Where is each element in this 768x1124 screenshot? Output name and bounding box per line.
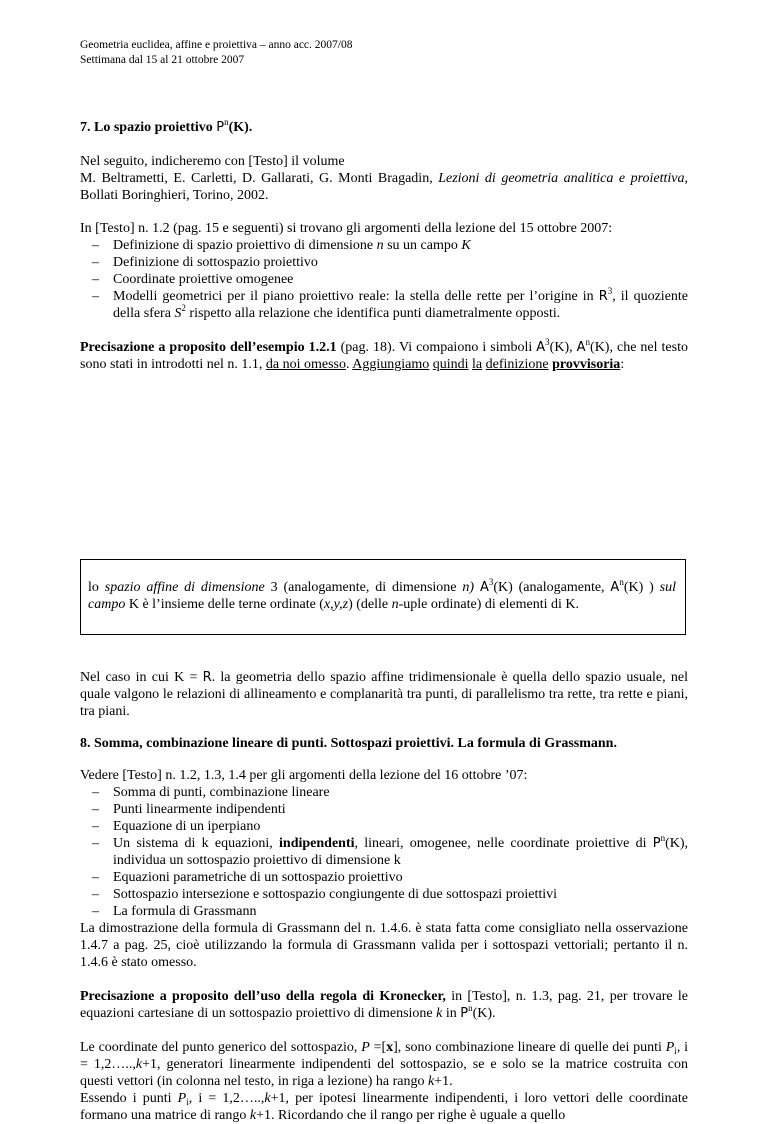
coordinates-paragraph: Le coordinate del punto generico del sottospazio, P =[x], sono combinazione lineare di quelle dei punti $P_i$, i = 1,2…..,k+1, generatori linearmente indipendenti del sottospazio, se e solo se la matrice costruita con questi vettori (in colonna nel testo, in riga a lezione) ha rango k+1.: [80, 1040, 688, 1089]
section-7-title: 7. Lo spazio proiettivo $P^n(K)$.: [80, 117, 253, 135]
list-item: – Equazioni parametriche di un sottospazio proiettivo: [92, 870, 403, 885]
section-8-title: 8. Somma, combinazione lineare di punti. Sottospazi proiettivi. La formula di Grassmann.: [80, 736, 617, 751]
list-item: – Equazione di un iperpiano: [92, 819, 261, 834]
grassmann-proof-note: La dimostrazione della formula di Grassmann del n. 1.4.6. è stata fatta come consigliato nella osservazione 1.4.7 a pag. 25, cioè utilizzando la formula di Grassmann valida per i sottospazi vettoriali; pertanto il n. 1.4.6 è stato omesso.: [80, 921, 688, 970]
example-121-note: Precisazione a proposito dell’esempio 1.2.1 (pag. 18). Vi compaiono i simboli $A^3(K)$, $A^n(K)$, che nel testo sono stati in introdotti nel n. 1.1, da noi omesso. Aggiungiamo quindi la definizione provvisoria:: [80, 337, 688, 372]
list-item: – Punti linearmente indipendenti: [92, 802, 286, 817]
list-item: – Sottospazio intersezione e sottospazio congiungente di due sottospazi proiettivi: [92, 887, 558, 902]
affine-space-definition: lo spazio affine di dimensione 3 (analogamente, di dimensione n) $A^3(K)$ (analogamente, $A^n(K)$ ) sul campo K è l’insieme delle terne ordinate (x,y,z) (delle n-uple ordinate) di elementi di K.: [88, 577, 677, 612]
list-item: – Somma di punti, combinazione lineare: [92, 785, 330, 800]
list-item: – Modelli geometrici per il piano proiettivo reale: la stella delle rette per l’origine in $R^3$, il quoziente della sfera $S^2$ rispetto alla relazione che identifica punti diametralmente opposti.: [92, 286, 689, 321]
kronecker-note: Precisazione a proposito dell’uso della regola di Kronecker, in [Testo], n. 1.3, pag. 21, per trovare le equazioni cartesiane di un sottospazio proiettivo di dimensione k in $P^n(K)$.: [80, 989, 688, 1021]
list-item: – Coordinate proiettive omogenee: [92, 272, 294, 287]
list-item: – Definizione di sottospazio proiettivo: [92, 255, 318, 270]
lesson-16-intro: Vedere [Testo] n. 1.2, 1.3, 1.4 per gli argomenti della lezione del 16 ottobre ’07:: [80, 768, 528, 783]
list-item: – Definizione di spazio proiettivo di dimensione n su un campo K: [92, 238, 471, 253]
header-week-line: Settimana dal 15 al 21 ottobre 2007: [80, 54, 245, 66]
header-course-line: Geometria euclidea, affine e proiettiva – anno acc. 2007/08: [80, 39, 353, 51]
running-header: [80, 38, 352, 68]
real-case-paragraph: Nel caso in cui K = R. la geometria dello spazio affine tridimensionale è quella dello spazio usuale, nel quale valgono le relazioni di allineamento e complanarità tra punti, di parallelismo tra rette, tra rette e piani, tra piani.: [80, 670, 688, 719]
list-item: – La formula di Grassmann: [92, 904, 257, 919]
lesson-15-intro: In [Testo] n. 1.2 (pag. 15 e seguenti) si trovano gli argomenti della lezione del 15 ottobre 2007:: [80, 221, 613, 236]
lesson-15-topics: [80, 237, 688, 322]
affine-space-definition-box: [80, 559, 686, 635]
list-item: – Un sistema di k equazioni, indipendenti, lineari, omogenee, nelle coordinate proiettive di $P^n(K)$, individua un sottospazio proiettivo di dimensione k: [92, 833, 688, 868]
textbook-reference: Nel seguito, indicheremo con [Testo] il volume M. Beltrametti, E. Carletti, D. Gallarati, G. Monti Bragadin, Lezioni di geometria analitica e proiettiva, Bollati Boringhieri, Torino, 2002.: [80, 154, 688, 203]
lesson-16-topics: [80, 784, 688, 920]
independence-paragraph: Essendo i punti $P_i$, i = 1,2…..,k+1, per ipotesi linearmente indipendenti, i loro vettori delle coordinate formano una matrice di rango k+1. Ricordando che il rango per righe è uguale a quello: [80, 1091, 688, 1123]
